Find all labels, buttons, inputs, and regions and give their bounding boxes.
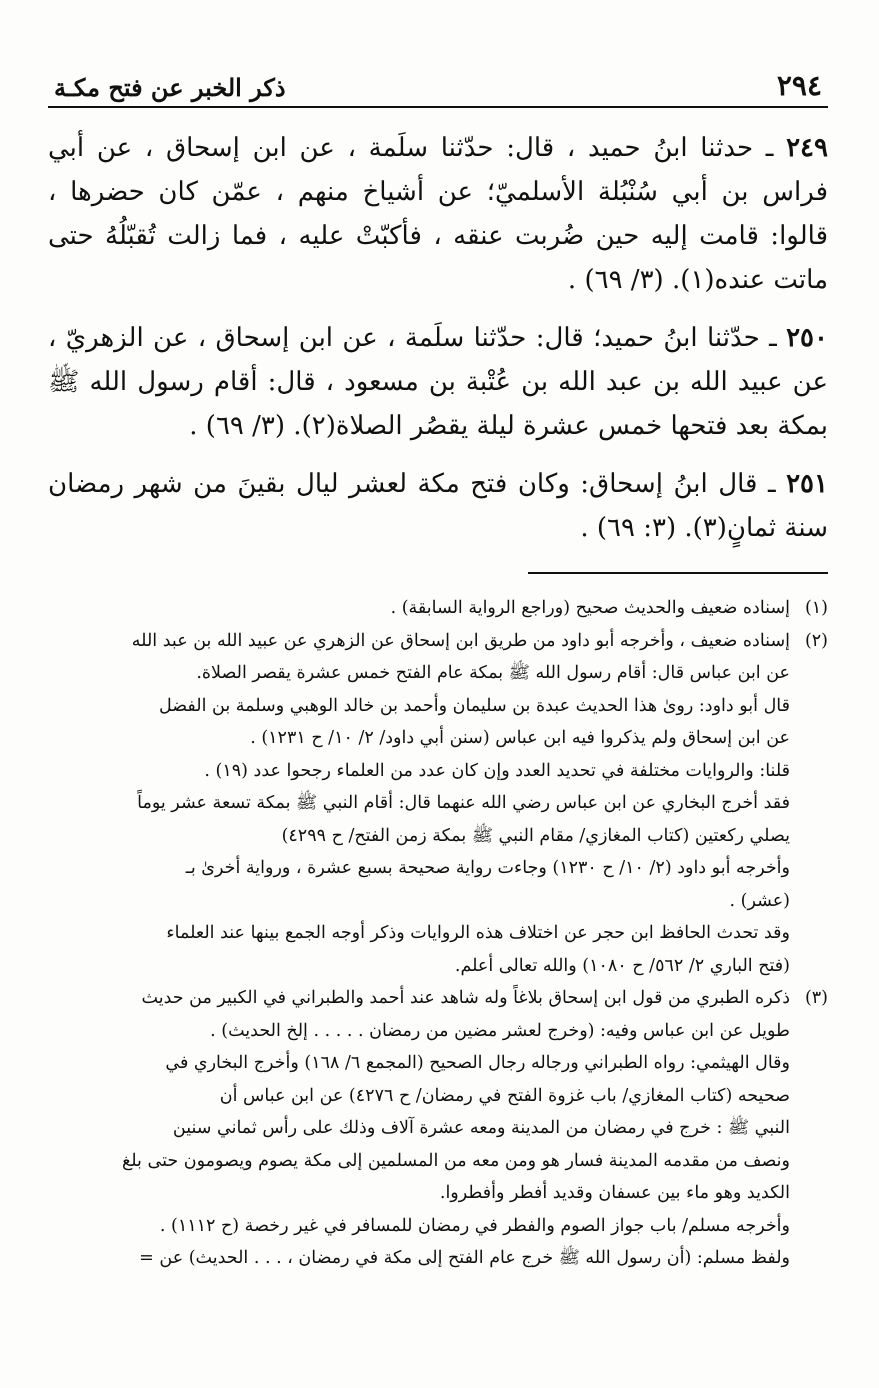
footnote-line: وقال الهيثمي: رواه الطبراني ورجاله رجال الصحيح (المجمع ٦/ ١٦٨) وأخرج البخاري في xyxy=(165,1053,790,1073)
footnote xyxy=(48,982,828,1275)
footnote xyxy=(48,625,828,983)
page-number: ٢٩٤ xyxy=(776,69,822,102)
footnote-line: (فتح الباري ٢/ ٥٦٢/ ح ١٠٨٠) والله تعالى أعلم. xyxy=(454,955,790,976)
hadith-paragraph xyxy=(48,316,828,448)
paragraph-number: ٢٥٠ xyxy=(786,323,828,353)
running-title: ذكر الخبر عن فتح مكـة xyxy=(54,73,286,102)
paragraph-text: ـ حدثنا ابنُ حميد ، قال: حدّثنا سلَمة ، عن ابن إسحاق ، عن أبي فراس بن أبي سُنْبُلة الأسلميّ؛ عن أشياخ منهم ، عمّن كان حضرها ، قالوا: قامت إليه حين ضُربت عنقه ، فأكبّتْ عليه ، فما زالت تُقبّلُهُ حتى ماتت عنده(١). (٣/ ٦٩) . xyxy=(48,133,828,295)
main-text xyxy=(48,126,828,550)
page-header xyxy=(48,58,828,108)
footnote-line: عن ابن إسحاق ولم يذكروا فيه ابن عباس (سنن أبي داود/ ٢/ ١٠/ ح ١٢٣١) . xyxy=(250,728,790,748)
footnote-line: ذكره الطبري من قول ابن إسحاق بلاغاً وله شاهد عند أحمد والطبراني في الكبير من حديث xyxy=(141,988,790,1008)
paragraph-text: ـ حدّثنا ابنُ حميد؛ قال: حدّثنا سلَمة ، عن ابن إسحاق ، عن الزهريّ ، عن عبيد الله بن عبد الله بن عُتْبة بن مسعود ، قال: أقام رسول الله ﷺ بمكة بعد فتحها خمس عشرة ليلة يقصُر الصلاة(٢). (٣/ ٦٩) . xyxy=(48,323,828,441)
footnote-line: الكديد وهو ماء بين عسفان وقديد أفطر وأفطروا. xyxy=(439,1183,790,1203)
footnote-line: إسناده ضعيف ، وأخرجه أبو داود من طريق ابن إسحاق عن الزهري عن عبيد الله بن عبد الله xyxy=(131,630,790,651)
footnote-line: ونصف من مقدمه المدينة فسار هو ومن معه من المسلمين إلى مكة يصوم ويصومون حتى بلغ xyxy=(121,1150,790,1171)
paragraph-text: ـ قال ابنُ إسحاق: وكان فتح مكة لعشر ليال بقينَ من شهر رمضان سنة ثمانٍ(٣). (٣: ٦٩) . xyxy=(48,469,828,543)
footnote-divider xyxy=(528,572,828,574)
footnote-line: قال أبو داود: رویٰ هذا الحديث عبدة بن سليمان وأحمد بن خالد الوهبي وسلمة بن الفضل xyxy=(158,695,790,716)
footnote-line: طويل عن ابن عباس وفيه: (وخرج لعشر مضين من رمضان . . . . . إلخ الحديث) . xyxy=(210,1020,790,1041)
footnote-number: (٣) xyxy=(804,988,828,1008)
footnote-line: ولفظ مسلم: (أن رسول الله ﷺ خرج عام الفتح إلى مكة في رمضان ، . . . الحديث) عن = xyxy=(139,1248,790,1268)
paragraph-number: ٢٥١ xyxy=(786,469,828,499)
footnote-line: (عشر) . xyxy=(729,890,790,911)
footnote-line: إسناده ضعيف والحديث صحيح (وراجع الرواية السابقة) . xyxy=(390,598,790,618)
footnote-line: النبي ﷺ : خرج في رمضان من المدينة ومعه عشرة آلاف وذلك على رأس ثماني سنين xyxy=(172,1118,790,1138)
footnote-line: فقد أخرج البخاري عن ابن عباس رضي الله عنهما قال: أقام النبي ﷺ بمكة تسعة عشر يوماً xyxy=(137,793,790,813)
paragraph-number: ٢٤٩ xyxy=(786,133,828,163)
hadith-paragraph xyxy=(48,462,828,550)
footnote-number: (١) xyxy=(804,598,828,618)
footnote-line: يصلي ركعتين (كتاب المغازي/ مقام النبي ﷺ بمكة زمن الفتح/ ح ٤٢٩٩) xyxy=(281,825,790,846)
footnote-line: عن ابن عباس قال: أقام رسول الله ﷺ بمكة عام الفتح خمس عشرة يقصر الصلاة. xyxy=(196,663,790,683)
footnote-line: صحيحه (كتاب المغازي/ باب غزوة الفتح في رمضان/ ح ٤٢٧٦) عن ابن عباس أن xyxy=(219,1085,790,1106)
footnote xyxy=(48,592,828,625)
footnote-line: وقد تحدث الحافظ ابن حجر عن اختلاف هذه الروايات وذكر أوجه الجمع بينها عند العلماء xyxy=(166,923,790,943)
book-page xyxy=(48,58,828,1275)
footnotes xyxy=(48,592,828,1275)
footnote-number: (٢) xyxy=(804,630,828,651)
footnote-line: وأخرجه مسلم/ باب جواز الصوم والفطر في رمضان للمسافر في غير رخصة (ح ١١١٢) . xyxy=(159,1215,790,1236)
footnote-line: وأخرجه أبو داود (٢/ ١٠/ ح ١٢٣٠) وجاءت رواية صحيحة بسبع عشرة ، ورواية أخرىٰ بـ xyxy=(185,858,790,878)
footnote-line: قلنا: والروايات مختلفة في تحديد العدد وإن كان عدد من العلماء رجحوا عدد (١٩) . xyxy=(204,760,790,781)
hadith-paragraph xyxy=(48,126,828,302)
